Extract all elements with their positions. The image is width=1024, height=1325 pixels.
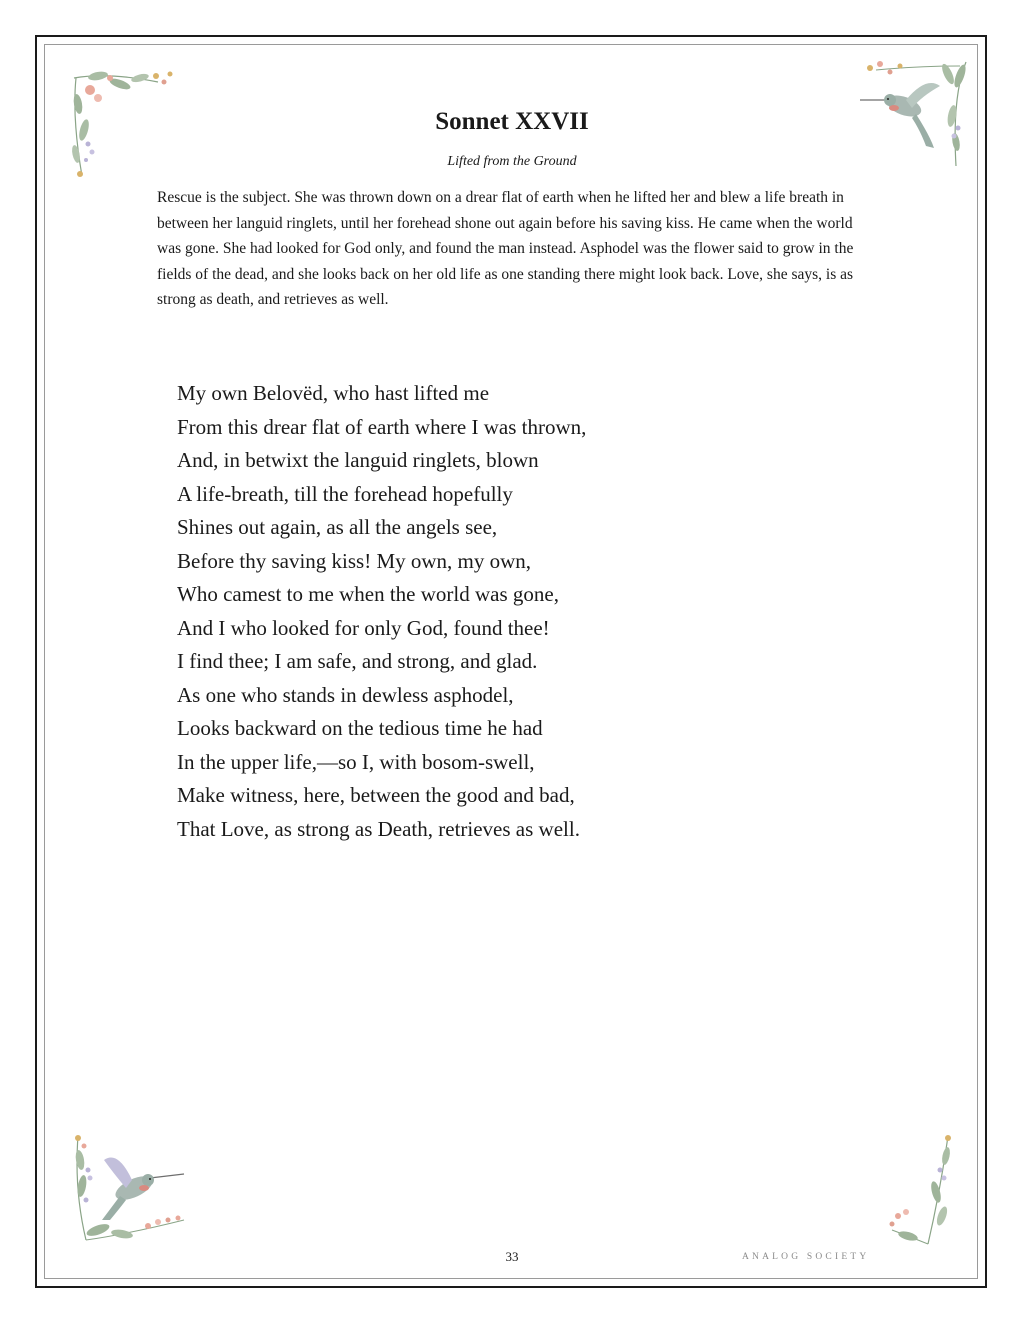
- poem-line: Shines out again, as all the angels see,: [177, 515, 498, 539]
- poem-line: That Love, as strong as Death, retrieves as well.: [177, 816, 580, 841]
- hummingbird-floral-icon: [68, 1130, 188, 1250]
- sonnet-summary: Rescue is the subject. She was thrown down on a drear flat of earth when he lifted her and blew a life breath in between her languid ringlets, until her forehead shone out again before his saving kiss. He came when the world was gone. She had looked for God only, and found the man instead. Asphodel was the flower said to grow in the fields of the dead, and she looks back on her old life as one standing there might look back. Love, she says, is as strong as death, and retrieves as well.: [157, 189, 854, 308]
- sonnet-poem: [177, 377, 586, 846]
- poem-line: I find thee; I am safe, and strong, and glad.: [177, 649, 538, 673]
- page-number: 33: [505, 1249, 519, 1264]
- poem-line: A life-breath, till the forehead hopefully: [177, 481, 513, 506]
- poem-line: And, in betwixt the languid ringlets, blown: [177, 448, 539, 472]
- poem-line: Looks backward on the tedious time he had: [177, 716, 543, 740]
- page-title: Sonnet XXVII: [435, 108, 589, 135]
- poem-line: My own Belovëd, who hast lifted me: [177, 381, 490, 405]
- poem-line: In the upper life,—so I, with bosom-swell,: [177, 749, 535, 774]
- poem-line: From this drear flat of earth where I was thrown,: [177, 414, 587, 439]
- page-subtitle: Lifted from the Ground: [447, 154, 577, 169]
- poem-line: Before thy saving kiss! My own, my own,: [177, 548, 532, 573]
- footer-brand: ANALOG SOCIETY: [742, 1252, 870, 1262]
- poem-line: Make witness, here, between the good and bad,: [177, 783, 575, 807]
- poem-line: As one who stands in dewless asphodel,: [177, 682, 514, 707]
- poem-line: Who camest to me when the world was gone,: [177, 582, 559, 606]
- poem-line: And I who looked for only God, found thee!: [177, 615, 550, 640]
- floral-sprig-icon: [884, 1132, 964, 1252]
